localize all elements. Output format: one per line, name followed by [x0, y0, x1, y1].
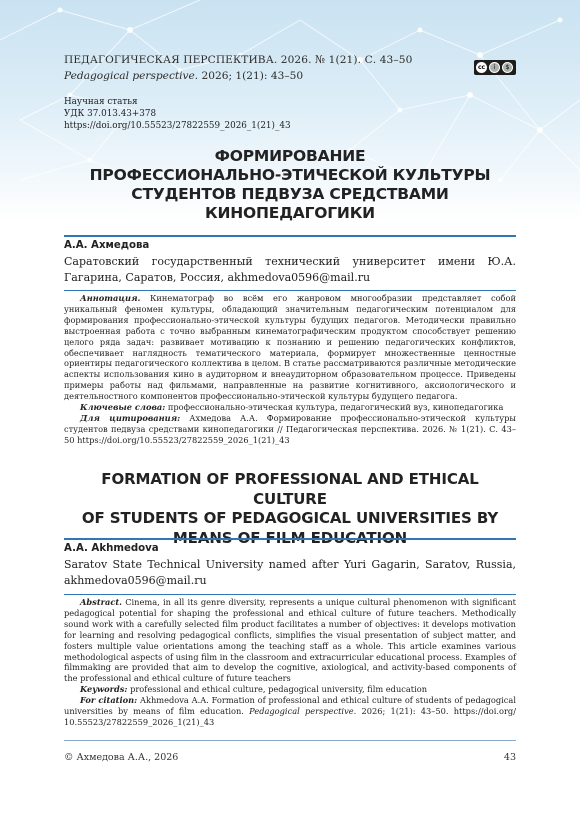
citation-text-ru: Ахмедова А.А. Формирование профессионально-этической культуры студентов педвуза средствами кинопедагогики // Педагогическая перспектива. 2026. № 1(21). С. 43–50 https://doi.org/10.55523/27822559_2026_1(21)_43 — [64, 412, 516, 445]
citation-text-en-2: . 2026; 1(21): 43–50. https://doi.org/ 10.55523/27822559_2026_1(21)_43 — [64, 706, 516, 727]
citation-label-en: For citation: — [80, 695, 138, 706]
section-divider — [64, 594, 516, 595]
abstract-block-en — [64, 597, 516, 728]
cc-icon: cc — [477, 64, 486, 71]
keywords-en — [64, 684, 516, 695]
author-affiliation-ru: Саратовский государственный технический университет имени Ю.А. Гагарина, Саратов, Россия, akhmedova0596@mail.ru — [64, 255, 516, 284]
title-ru-line: КИНОПЕДАГОГИКИ — [205, 204, 375, 222]
cc-license-badge[interactable] — [474, 60, 516, 75]
keywords-label-ru: Ключевые слова: — [80, 402, 166, 413]
abstract-text-en: Cinema, in all its genre diversity, represents a unique cultural phenomenon with significant pedagogical potential for shaping the professional and ethical culture of future teachers. Methodically sound work with a carefully selected film product facilitates a number of objectives: it develops motivation for learning and resolving pedagogical conflicts, simplifies the visual presentation of subject matter, and fosters multiple value orientations among the teaching staff as a whole. This article examines various methodological aspects of using film in the classroom and extracurricular educational process. Examples of filmmaking are provided that aim to develop the cognitive, axiological, and activity-based components of the professional and ethical culture of future teachers — [64, 597, 516, 684]
journal-name-en: Pedagogical perspective — [64, 70, 195, 82]
author-affiliation-en: Saratov State Technical University named after Yuri Gagarin, Saratov, Russia, akhmedova0596@mail.ru — [64, 558, 516, 587]
copyright: © Ахмедова А.А., 2026 — [64, 752, 179, 763]
author-name-ru: А.А. Ахмедова — [64, 240, 150, 251]
section-divider — [64, 290, 516, 291]
journal-reference-en — [64, 70, 303, 82]
citation-journal-en: Pedagogical perspective — [249, 706, 354, 717]
abstract-block-ru — [64, 293, 516, 446]
journal-issue-en: . 2026; 1(21): 43–50 — [194, 70, 304, 82]
article-title-ru — [64, 147, 516, 223]
title-en-line: FORMATION OF PROFESSIONAL AND ETHICAL CULTURE — [101, 470, 479, 508]
abstract-label-ru: Аннотация. — [80, 293, 141, 303]
article-title-en — [64, 470, 516, 548]
title-ru-line: СТУДЕНТОВ ПЕДВУЗА СРЕДСТВАМИ — [131, 185, 449, 203]
section-divider — [64, 235, 516, 237]
doi-link[interactable]: https://doi.org/10.55523/27822559_2026_1(21)_43 — [64, 121, 291, 131]
author-name-en: A.A. Akhmedova — [64, 543, 159, 554]
keywords-text-en: professional and ethical culture, pedagogical university, film education — [127, 684, 428, 695]
keywords-text-ru: профессионально-этическая культура, педагогический вуз, кинопедагогика — [165, 402, 504, 413]
footer-divider — [64, 740, 516, 741]
title-ru-line: ФОРМИРОВАНИЕ — [214, 147, 366, 165]
nc-icon: $ — [502, 62, 513, 73]
keywords-label-en: Keywords: — [80, 684, 128, 695]
section-divider — [64, 538, 516, 540]
abstract-en — [64, 597, 516, 684]
keywords-ru — [64, 402, 516, 413]
citation-label-ru: Для цитирования: — [80, 412, 181, 423]
title-en-line: OF STUDENTS OF PEDAGOGICAL UNIVERSITIES BY — [81, 509, 499, 527]
udc-code: УДК 37.013.43+378 — [64, 109, 157, 119]
citation-ru — [64, 413, 516, 446]
citation-en — [64, 695, 516, 728]
journal-reference-ru: ПЕДАГОГИЧЕСКАЯ ПЕРСПЕКТИВА. 2026. № 1(21). С. 43–50 — [64, 54, 413, 66]
abstract-label-en: Abstract. — [80, 597, 123, 607]
abstract-text-ru: Кинематограф во всём его жанровом многообразии представляет собой уникальный феномен культуры, обладающий значительным педагогическим потенциалом для формирования профессионально-этической культуры будущих педагогов. Методически правильно выстроенная работа с точно выбранным кинематографическим продуктом способствует решению целого ряда задач: развивает мотивацию к познанию и решению педагогических конфликтов, обеспечивает наглядность тематического материала, формирует множественные ценностные ориентиры педагогического коллектива в целом. В статье рассматриваются различные методические аспекты использования кино в аудиторном и внеаудиторном образовательном процессе. Приведены примеры работы над фильмами, направленные на развитие когнитивного, аксиологического и деятельностного компонентов профессионально-этической культуры будущего педагога. — [64, 293, 516, 402]
article-type: Научная статья — [64, 97, 138, 107]
title-ru-line: ПРОФЕССИОНАЛЬНО-ЭТИЧЕСКОЙ КУЛЬТУРЫ — [89, 166, 491, 184]
by-icon: i — [489, 62, 500, 73]
abstract-ru — [64, 293, 516, 402]
citation-text-en-1: Akhmedova A.A. Formation of professional and ethical culture of students of pedagogical universities by means of film education. — [64, 695, 516, 717]
page-number: 43 — [503, 752, 516, 763]
